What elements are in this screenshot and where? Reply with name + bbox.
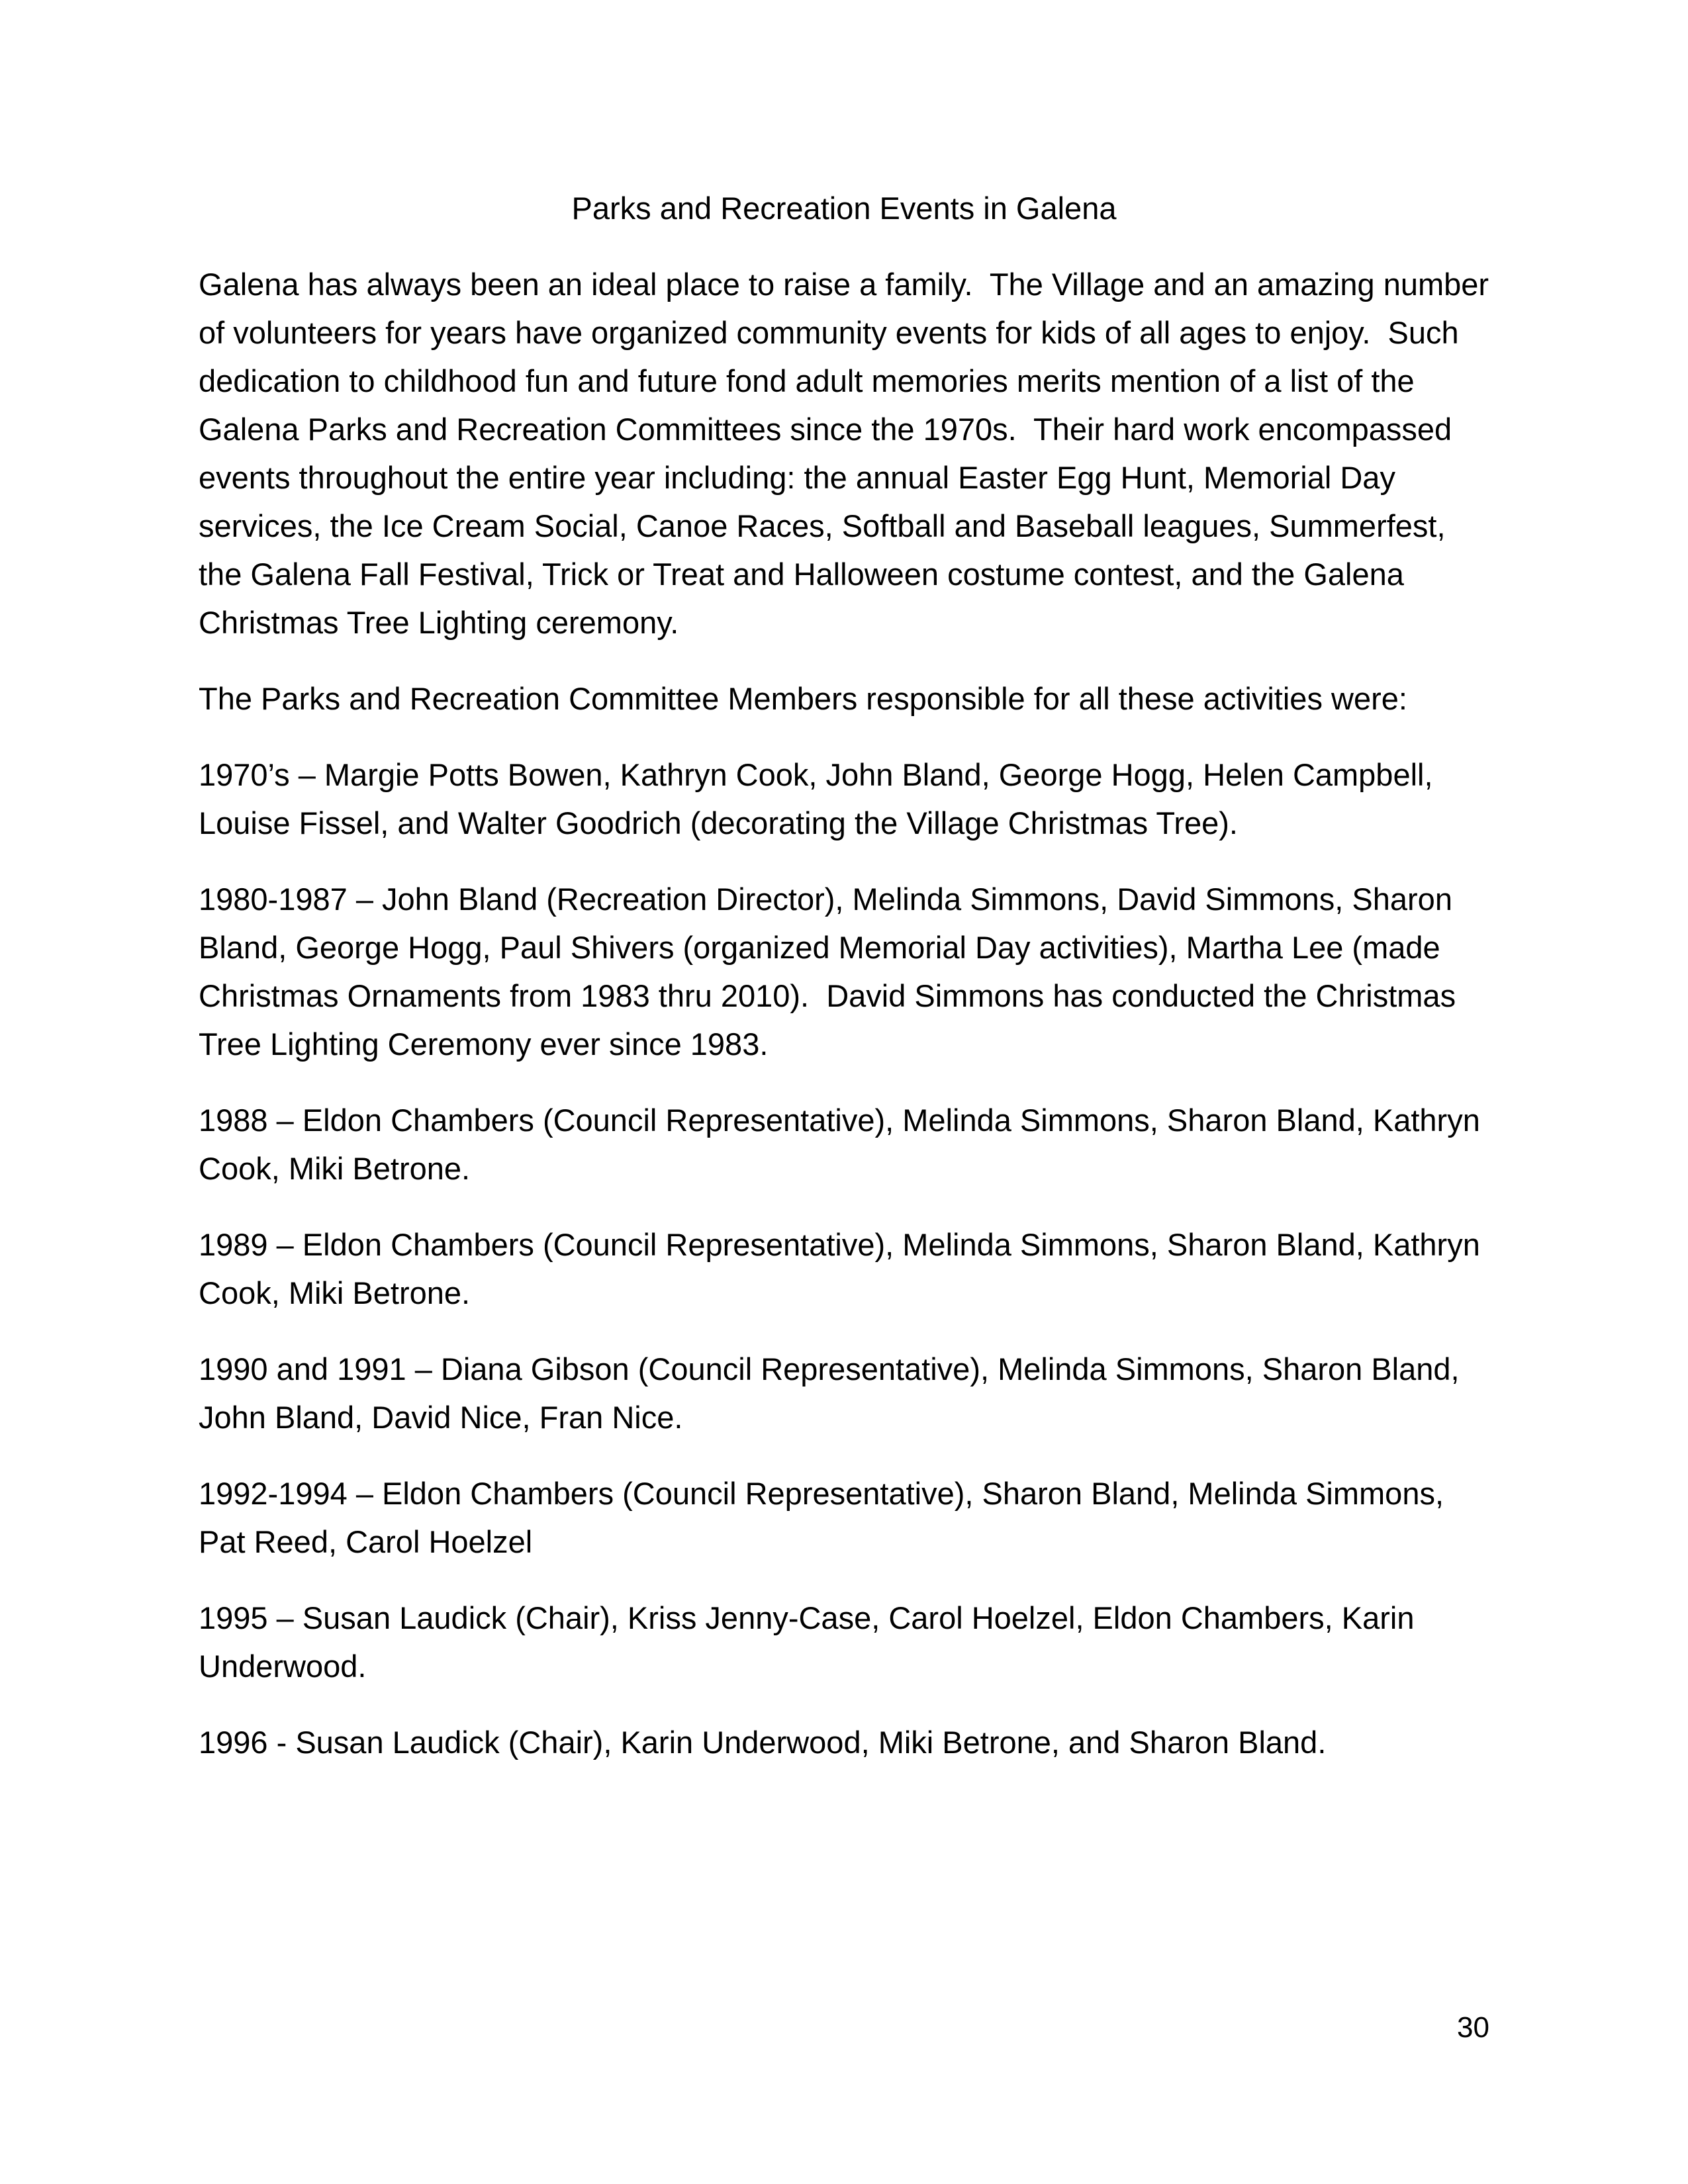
page-footer	[199, 2003, 1489, 2052]
paragraph-1970s: 1970’s – Margie Potts Bowen, Kathryn Cook, John Bland, George Hogg, Helen Campbell, Louise Fissel, and Walter Goodrich (decorating the Village Christmas Tree).	[199, 757, 1442, 841]
paragraph-1990-1991: 1990 and 1991 – Diana Gibson (Council Representative), Melinda Simmons, Sharon Bland, John Bland, David Nice, Fran Nice.	[199, 1351, 1468, 1435]
paragraph-1980-1987: 1980-1987 – John Bland (Recreation Director), Melinda Simmons, David Simmons, Sharon Bland, George Hogg, Paul Shivers (organized Memorial Day activities), Martha Lee (made Christmas Ornaments from 1983 thru 2010). David Simmons has conducted the Christmas Tree Lighting Ceremony ever since 1983.	[199, 882, 1464, 1062]
paragraph-1995: 1995 – Susan Laudick (Chair), Kriss Jenny-Case, Carol Hoelzel, Eldon Chambers, Karin Underwood.	[199, 1600, 1423, 1684]
document-body	[199, 184, 1498, 1794]
paragraph-intro: Galena has always been an ideal place to raise a family. The Village and an amazing number of volunteers for years have organized community events for kids of all ages to enjoy. Such dedication to childhood fun and future fond adult memories merits mention of a list of the Galena Parks and Recreation Committees since the 1970s. Their hard work encompassed events throughout the entire year including: the annual Easter Egg Hunt, Memorial Day services, the Ice Cream Social, Canoe Races, Softball and Baseball leagues, Summerfest, the Galena Fall Festival, Trick or Treat and Halloween costume contest, and the Galena Christmas Tree Lighting ceremony.	[199, 267, 1498, 640]
page-title: Parks and Recreation Events in Galena	[571, 191, 1117, 226]
paragraph-1996: 1996 - Susan Laudick (Chair), Karin Underwood, Miki Betrone, and Sharon Bland.	[199, 1725, 1327, 1760]
paragraph-1989: 1989 – Eldon Chambers (Council Representative), Melinda Simmons, Sharon Bland, Kathryn Cook, Miki Betrone.	[199, 1227, 1489, 1310]
paragraph-1988: 1988 – Eldon Chambers (Council Representative), Melinda Simmons, Sharon Bland, Kathryn Cook, Miki Betrone.	[199, 1103, 1489, 1186]
page-number: 30	[1457, 2011, 1489, 2044]
paragraph-1992-1994: 1992-1994 – Eldon Chambers (Council Representative), Sharon Bland, Melinda Simmons, Pat Reed, Carol Hoelzel	[199, 1476, 1453, 1559]
paragraph-committee-lead-in: The Parks and Recreation Committee Members responsible for all these activities were:	[199, 681, 1407, 716]
